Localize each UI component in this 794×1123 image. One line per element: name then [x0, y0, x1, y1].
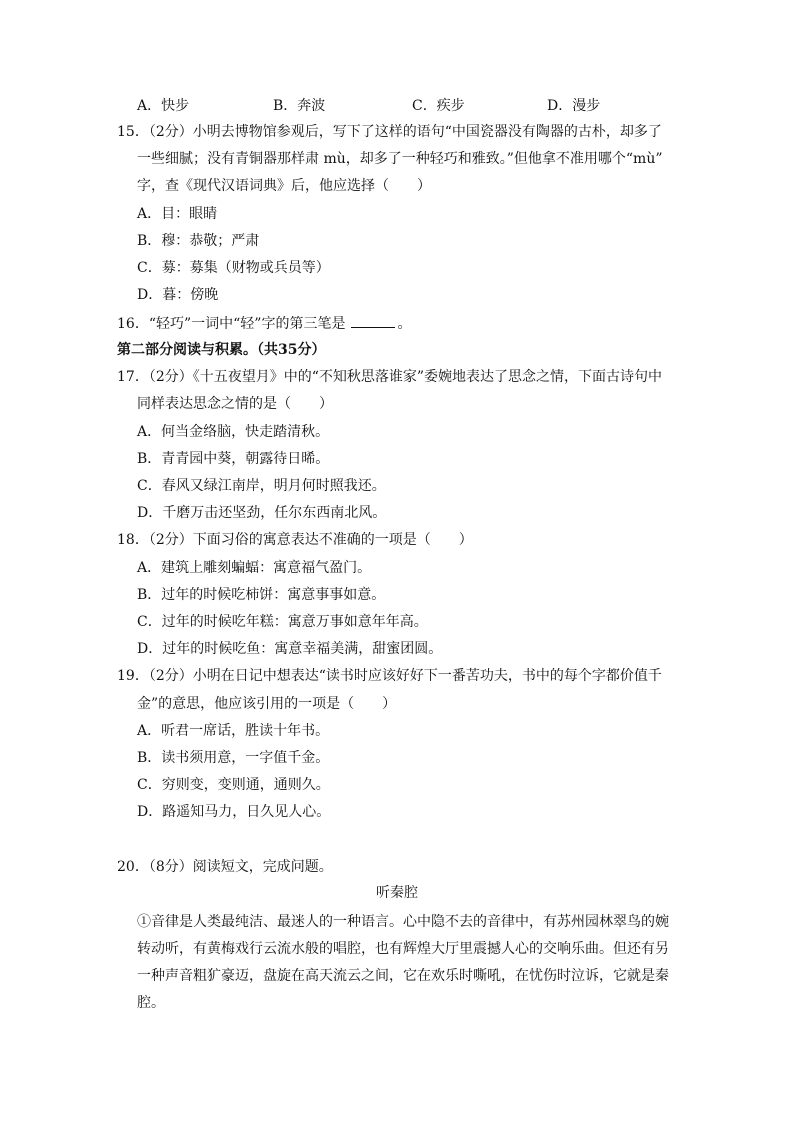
- question-text: 15．（2分）小明去博物馆参观后，写下了这样的语句“中国瓷器没有陶器的古朴，却多了: [117, 124, 662, 140]
- option-b: B．穆：恭敬；严肃: [137, 233, 260, 249]
- option-d: D．暮：傍晚: [137, 287, 219, 303]
- option-d: D．漫步: [547, 98, 601, 114]
- question-text: 18．（2分）下面习俗的寓意表达不准确的一项是（ ）: [117, 532, 473, 548]
- question-end: 。: [397, 316, 412, 332]
- option-a: A．快步: [137, 98, 190, 114]
- question-text: 金”的意思，他应该引用的一项是（ ）: [137, 696, 397, 712]
- option-c: C．疾步: [412, 98, 465, 114]
- passage-title: 听秦腔: [376, 885, 418, 901]
- passage-line: ①音律是人类最纯洁、最迷人的一种语言。心中隐不去的音律中，有苏州园林翠鸟的婉: [137, 914, 669, 930]
- option-d: D．过年的时候吃鱼：寓意幸福美满，甜蜜团圆。: [137, 641, 443, 657]
- section-heading: 第二部分阅读与积累。（共35分）: [117, 342, 326, 358]
- passage-line: 转动听，有黄梅戏行云流水般的唱腔，也有辉煌大厅里震撼人心的交响乐曲。但还有另: [137, 941, 669, 957]
- option-b: B．读书须用意，一字值千金。: [137, 750, 330, 766]
- passage-line: 一种声音粗犷豪迈，盘旋在高天流云之间，它在欢乐时嘶吼，在忧伤时泣诉，它就是秦: [137, 968, 669, 984]
- option-c: C．募：募集（财物或兵员等）: [137, 260, 330, 276]
- answer-blank[interactable]: [351, 313, 395, 328]
- option-d: D．路遥知马力，日久见人心。: [137, 804, 331, 820]
- question-text: 同样表达思念之情的是（ ）: [137, 396, 333, 412]
- question-text: 16．“轻巧”一词中“轻”字的第三笔是: [117, 316, 346, 332]
- question-text: 17．（2分）《十五夜望月》中的“不知秋思落谁家”委婉地表达了思念之情，下面古诗句中: [117, 369, 663, 385]
- question-text: 20．（8分）阅读短文，完成问题。: [117, 859, 333, 875]
- option-c: C．春风又绿江南岸，明月何时照我还。: [137, 478, 386, 494]
- option-d: D．千磨万击还坚劲，任尔东西南北风。: [137, 505, 387, 521]
- question-text: 一些细腻；没有青铜器那样肃 mù，却多了一种轻巧和雅致。”但他拿不准用哪个“mù”: [137, 151, 663, 167]
- option-a: A．听君一席话，胜读十年书。: [137, 723, 330, 739]
- question-16: [117, 313, 411, 333]
- option-b: B．过年的时候吃柿饼：寓意事事如意。: [137, 587, 386, 603]
- option-c: C．穷则变，变则通，通则久。: [137, 777, 330, 793]
- option-a: A．目：眼睛: [137, 206, 218, 222]
- option-a: A．建筑上雕刻蝙蝠：寓意福气盈门。: [137, 560, 372, 576]
- question-text: 19．（2分）小明在日记中想表达“读书时应该好好下一番苦功夫，书中的每个字都价值千: [117, 668, 662, 684]
- option-b: B．青青园中葵，朝露待日晞。: [137, 451, 330, 467]
- option-a: A．何当金络脑，快走踏清秋。: [137, 424, 330, 440]
- option-c: C．过年的时候吃年糕：寓意万事如意年年高。: [137, 614, 428, 630]
- question-text: 字，查《现代汉语词典》后，他应选择（ ）: [137, 178, 431, 194]
- option-b: B．奔波: [273, 98, 326, 114]
- passage-line: 腔。: [137, 995, 165, 1011]
